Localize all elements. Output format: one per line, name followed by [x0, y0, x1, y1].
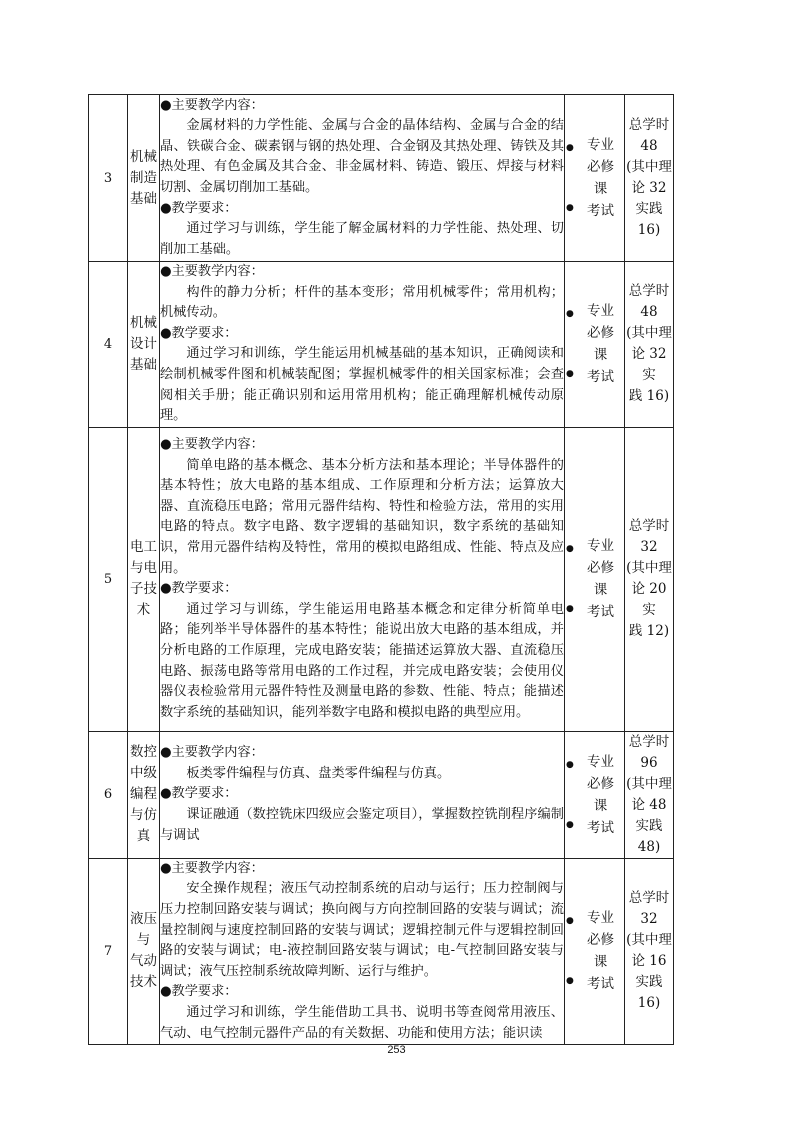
course-type	[565, 731, 625, 858]
hours-line: 论 32 实	[631, 346, 667, 384]
course-type	[565, 427, 625, 731]
type-line: 专业	[587, 910, 614, 927]
bullet-icon: ●	[566, 203, 574, 213]
course-name-line: 编程	[130, 786, 157, 803]
hours-line: 96	[640, 754, 658, 771]
table-row	[89, 858, 674, 1044]
type-line: 课	[593, 181, 608, 197]
bullet-icon: ●	[566, 143, 574, 153]
course-name-line: 与	[136, 932, 151, 949]
course-name-line: 机械	[130, 314, 157, 331]
hours-line: 论 48	[631, 796, 667, 813]
type-line: 课	[593, 582, 608, 599]
course-name	[128, 262, 160, 428]
row-index: 4	[89, 262, 128, 428]
bullet-markers	[566, 732, 574, 858]
course-hours	[625, 427, 674, 731]
hours-line: 16)	[637, 222, 661, 238]
hours-line: 实践	[635, 817, 663, 834]
requirement-heading: ●教学要求：	[160, 325, 238, 341]
hours-line: 实践	[635, 974, 663, 991]
requirement-heading: ●教学要求：	[160, 786, 238, 802]
course-name	[128, 427, 160, 731]
requirement-heading: ●教学要求：	[160, 200, 238, 216]
bullet-icon: ●	[566, 916, 574, 927]
table-row	[89, 262, 674, 428]
hours-line: 实践	[635, 201, 663, 217]
bullet-markers	[566, 859, 574, 1044]
requirement-text: 通过学习与训练，学生能运用电路基本概念和定律分析简单电路；能列举半导体器件的基本特性；能说出放大电路的基本组成，并分析电路的工作原理，完成电路安装；能描述运算放大器、直流稳压电路、振荡电路等常用电路的工作过程，并完成电路安装；会使用仪器仪表检验常用元器件特性及测量电路的参数、性能、特点；能描述数字系统的基础知识，能列举数字电路和模拟电路的典型应用。	[160, 601, 564, 720]
bullet-markers	[566, 262, 574, 427]
requirement-text: 通过学习与训练，学生能了解金属材料的力学性能、热处理、切削加工基础。	[160, 221, 564, 257]
course-hours	[625, 858, 674, 1044]
course-hours	[625, 262, 674, 428]
course-name-line: 基础	[130, 190, 157, 207]
hours-line: (其中理	[626, 159, 672, 175]
type-line: 课	[593, 347, 608, 364]
course-name-line: 液压	[130, 911, 157, 928]
hours-line: 32	[640, 911, 658, 928]
hours-line: (其中理	[626, 932, 672, 949]
bullet-icon: ●	[566, 604, 574, 615]
row-index: 7	[89, 858, 128, 1044]
type-line: 课	[593, 797, 608, 814]
course-name-line: 电工	[130, 539, 157, 556]
requirement-text: 通过学习和训练，学生能借助工具书、说明书等查阅常用液压、气动、电气控制元器件产品的有关数据、功能和使用方法；能识读	[160, 1004, 564, 1041]
row-index: 3	[89, 95, 128, 262]
requirement-text: 课证融通（数控铣床四级应会鉴定项目），掌握数控铣削程序编制与调试	[160, 807, 564, 843]
type-line: 课	[593, 954, 608, 971]
hours-line: 总学时	[628, 117, 670, 133]
hours-line: 总学时	[628, 733, 670, 750]
content-heading: ●主要教学内容：	[160, 860, 264, 876]
course-name-line: 中级	[130, 765, 157, 782]
course-name-line: 设计	[130, 335, 157, 352]
hours-line: 践 16)	[628, 388, 670, 405]
content-heading: ●主要教学内容：	[160, 264, 264, 279]
row-index: 6	[89, 731, 128, 858]
course-table	[88, 94, 674, 1045]
type-line: 专业	[587, 137, 614, 153]
hours-line: 论 20 实	[631, 581, 667, 619]
bullet-markers	[566, 95, 574, 261]
type-line: 考试	[587, 369, 614, 386]
hours-line: 32	[640, 539, 658, 556]
content-heading: ●主要教学内容：	[160, 97, 264, 113]
course-name-line: 机械	[130, 148, 157, 165]
table-row	[89, 731, 674, 858]
course-hours	[625, 731, 674, 858]
course-content	[160, 858, 565, 1044]
course-name-line: 制造	[130, 169, 157, 186]
type-line: 必修	[587, 159, 614, 175]
hours-line: 论 16	[631, 953, 667, 970]
type-line: 专业	[587, 303, 614, 320]
requirement-text: 通过学习和训练，学生能运用机械基础的基本知识，正确阅读和绘制机械零件图和机械装配图；掌握机械零件的相关国家标准；会查阅相关手册；能正确识别和运用常用机构；能正确理解机械传动原理。	[160, 346, 564, 424]
course-name-line: 子技	[130, 581, 157, 598]
content-text: 板类零件编程与仿真、盘类零件编程与仿真。	[186, 765, 451, 781]
course-name-line: 基础	[130, 356, 157, 373]
course-type	[565, 95, 625, 262]
bullet-icon: ●	[566, 759, 574, 770]
course-hours	[625, 95, 674, 262]
bullet-icon: ●	[566, 544, 574, 555]
hours-line: (其中理	[626, 775, 672, 792]
bullet-markers	[566, 428, 574, 731]
hours-line: 48	[640, 304, 658, 321]
type-line: 必修	[587, 932, 614, 949]
course-content	[160, 427, 565, 731]
type-line: 考试	[587, 819, 614, 836]
course-name	[128, 731, 160, 858]
content-heading: ●主要教学内容：	[160, 437, 264, 453]
course-type	[565, 262, 625, 428]
hours-line: 总学时	[628, 283, 670, 300]
content-heading: ●主要教学内容：	[160, 745, 264, 761]
course-name-line: 与仿	[130, 807, 157, 824]
requirement-heading: ●教学要求：	[160, 984, 238, 1000]
type-line: 必修	[587, 560, 614, 577]
bullet-icon: ●	[566, 976, 574, 987]
course-name-line: 真	[136, 828, 151, 845]
table-row	[89, 427, 674, 731]
course-type	[565, 858, 625, 1044]
content-text: 安全操作规程；液压气动控制系统的启动与运行；压力控制阀与压力控制回路安装与调试；换向阀与方向控制回路的安装与调试；流量控制阀与速度控制回路的安装与调试；逻辑控制元件与逻辑控制回路的安装与调试；电-液控制回路安装与调试；电-气控制回路安装与调试；液气压控制系统故障判断、运行与维护。	[160, 881, 564, 979]
type-line: 考试	[587, 976, 614, 993]
hours-line: 总学时	[628, 890, 670, 907]
type-line: 专业	[587, 753, 614, 770]
hours-line: 16)	[637, 995, 661, 1012]
type-line: 考试	[587, 604, 614, 621]
course-content	[160, 262, 565, 428]
content-text: 构件的静力分析；杆件的基本变形；常用机械零件；常用机构；机械传动。	[160, 284, 564, 321]
type-line: 专业	[587, 538, 614, 555]
course-table-body	[89, 95, 674, 1045]
course-name-line: 气动	[130, 953, 157, 970]
bullet-icon: ●	[566, 369, 574, 380]
hours-line: 48)	[637, 838, 661, 855]
course-content	[160, 731, 565, 858]
hours-line: 48	[640, 138, 658, 154]
row-index: 5	[89, 427, 128, 731]
course-name-line: 数控	[130, 744, 157, 761]
type-line: 考试	[587, 203, 614, 219]
content-text: 简单电路的基本概念、基本分析方法和基本理论；半导体器件的基本特性；放大电路的基本组成、工作原理和分析方法；运算放大器、直流稳压电路；常用元器件结构、特性和检验方法，常用的实用电路的特点。数字电路、数字逻辑的基础知识，数字系统的基础知识，常用元器件结构及特性，常用的模拟电路组成、性能、特点及应用。	[160, 457, 564, 576]
requirement-heading: ●教学要求：	[160, 581, 238, 597]
course-name	[128, 858, 160, 1044]
content-text: 金属材料的力学性能、金属与合金的晶体结构、金属与合金的结晶、铁碳合金、碳素钢与钢的热处理、合金钢及其热处理、铸铁及其热处理、有色金属及其合金、非金属材料、铸造、锻压、焊接与材料切割、金属切削加工基础。	[160, 118, 564, 195]
course-content	[160, 95, 565, 262]
type-line: 必修	[587, 775, 614, 792]
hours-line: (其中理	[626, 325, 672, 342]
bullet-icon: ●	[566, 309, 574, 320]
course-name-line: 与电	[130, 560, 157, 577]
course-name	[128, 95, 160, 262]
course-name-line: 术	[136, 602, 151, 619]
table-row	[89, 95, 674, 262]
page-number: 253	[387, 1044, 406, 1056]
hours-line: 总学时	[628, 518, 670, 535]
hours-line: (其中理	[626, 560, 672, 577]
hours-line: 论 32	[631, 180, 667, 196]
type-line: 必修	[587, 325, 614, 342]
hours-line: 践 12)	[628, 623, 670, 640]
course-name-line: 技术	[130, 974, 157, 991]
bullet-icon: ●	[566, 819, 574, 830]
